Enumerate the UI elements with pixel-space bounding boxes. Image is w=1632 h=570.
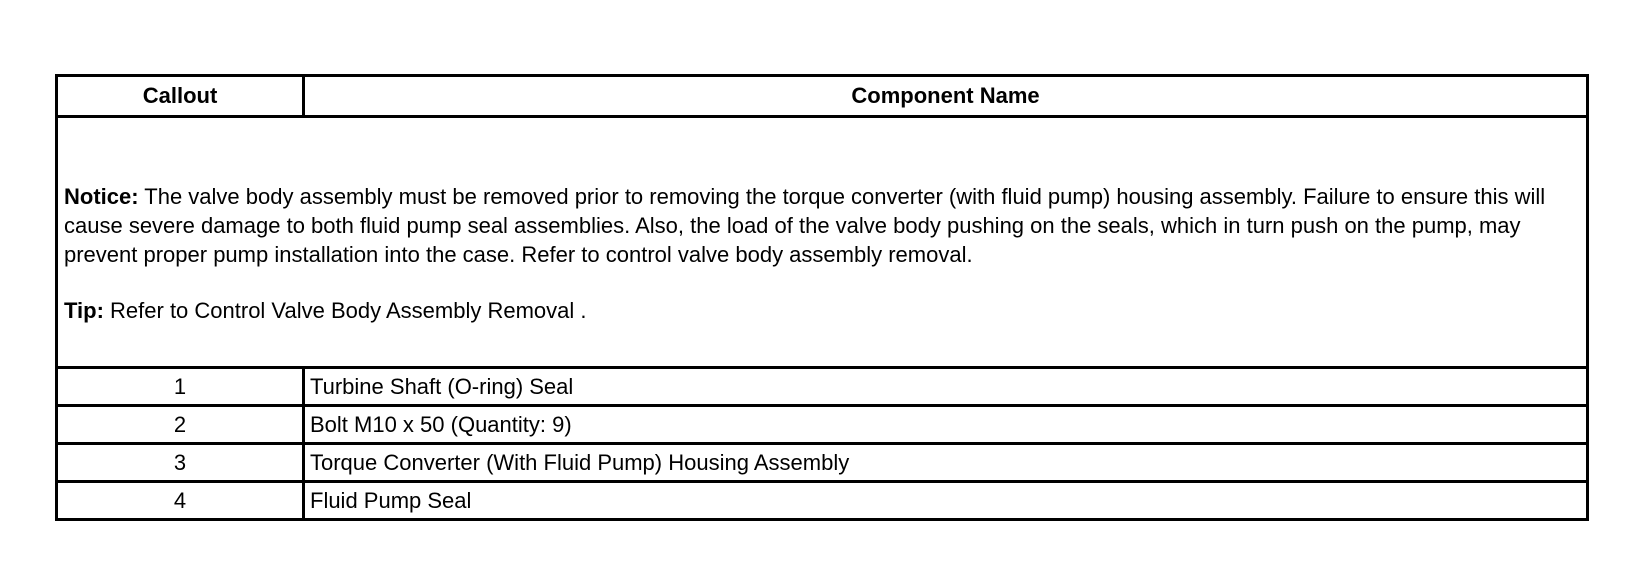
table-row bbox=[58, 404, 1586, 442]
row-callout: 1 bbox=[58, 369, 305, 404]
table-header-row bbox=[58, 77, 1586, 115]
notice-label: Notice: bbox=[64, 184, 139, 209]
row-callout: 3 bbox=[58, 445, 305, 480]
tip-text: Refer to Control Valve Body Assembly Removal . bbox=[103, 298, 587, 323]
row-component-name: Bolt M10 x 50 (Quantity: 9) bbox=[310, 411, 572, 437]
header-callout: Callout bbox=[58, 77, 305, 115]
row-component-name: Fluid Pump Seal bbox=[310, 487, 472, 513]
table-row bbox=[58, 366, 1586, 404]
header-component-name: Component Name bbox=[851, 83, 1040, 108]
row-callout: 4 bbox=[58, 483, 305, 518]
notice-block bbox=[58, 115, 1586, 366]
notice-paragraph bbox=[64, 182, 1578, 269]
table-row bbox=[58, 480, 1586, 518]
row-component-name: Torque Converter (With Fluid Pump) Housing Assembly bbox=[310, 449, 850, 475]
notice-text: The valve body assembly must be removed prior to removing the torque converter (with fluid pump) housing assembly. Failure to ensure this will cause severe damage to both fluid pump seal assemblies. Also, the load of the valve body pushing on the seals, which in turn push on the pump, may prevent proper pump installation into the case. Refer to control valve body assembly removal. bbox=[64, 184, 1546, 267]
tip-label: Tip: bbox=[64, 298, 104, 323]
row-callout: 2 bbox=[58, 407, 305, 442]
tip-paragraph bbox=[64, 296, 1578, 325]
component-table bbox=[55, 74, 1589, 521]
row-component-name: Turbine Shaft (O-ring) Seal bbox=[310, 373, 574, 399]
table-row bbox=[58, 442, 1586, 480]
